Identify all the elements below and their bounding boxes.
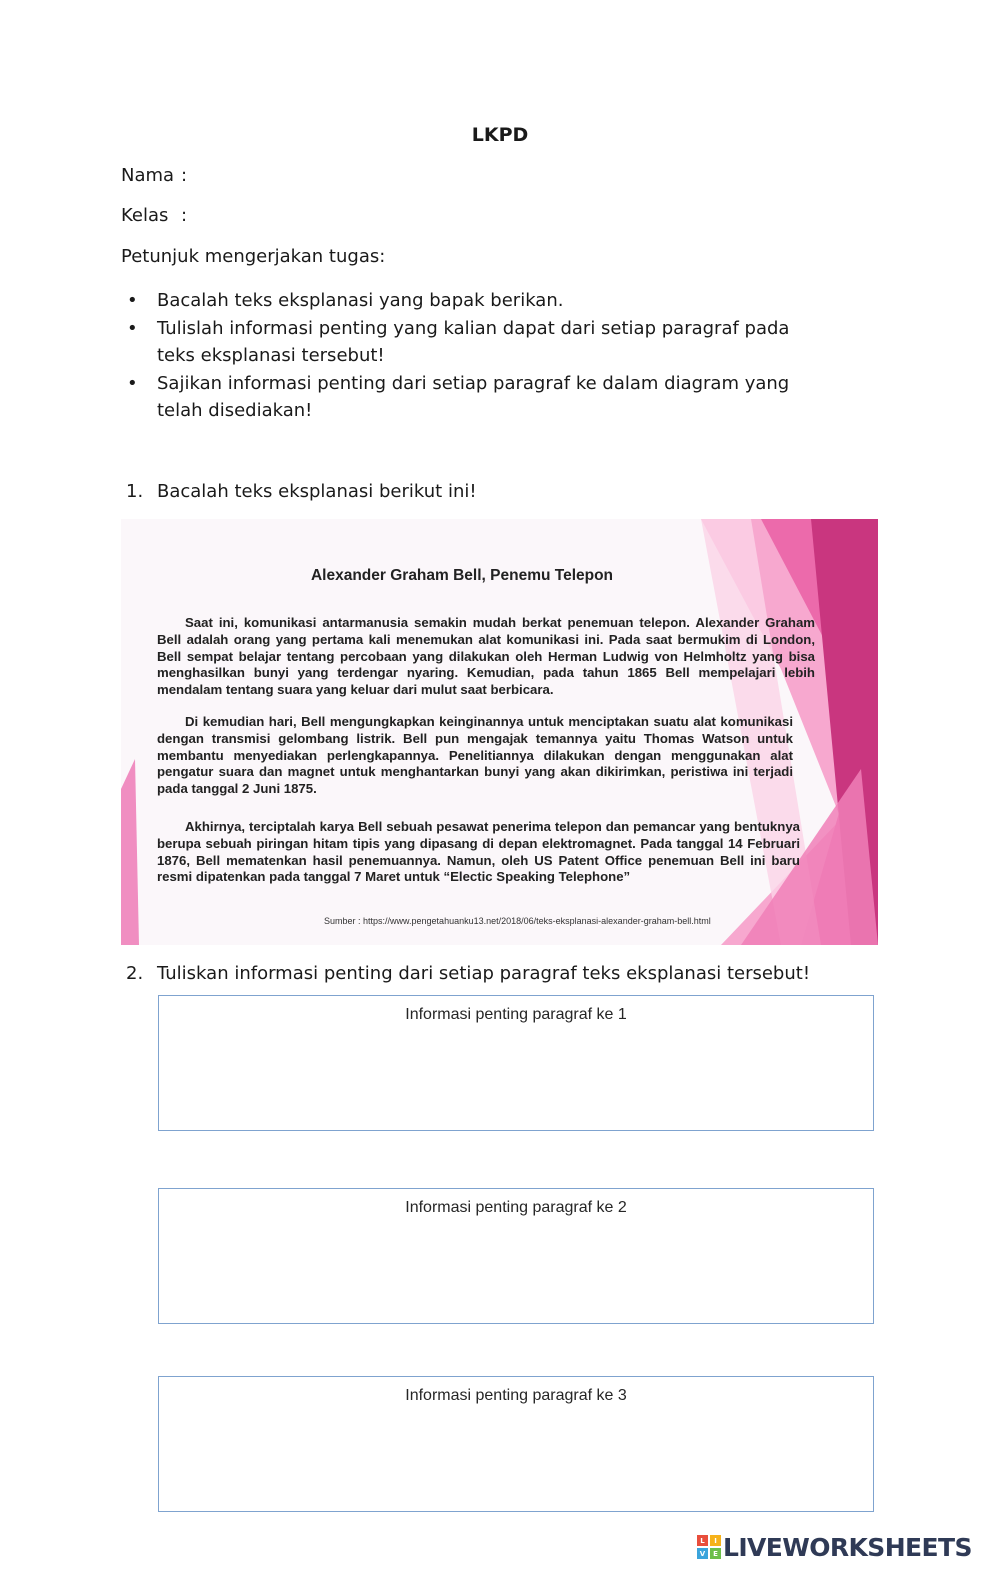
kelas-field (121, 205, 188, 226)
question-1-text: Bacalah teks eksplanasi berikut ini! (157, 481, 477, 502)
nama-label: Nama (121, 165, 175, 186)
instructions-heading: Petunjuk mengerjakan tugas: (121, 246, 386, 267)
answer-box-2[interactable] (158, 1188, 874, 1324)
answer-box-label: Informasi penting paragraf ke 1 (405, 1006, 627, 1023)
article-paragraph-3: Akhirnya, terciptalah karya Bell sebuah pesawat penerima telepon dan pemancar yang bentuknya berupa sebuah piringan hitam tipis yang dipasang di depan elektromagnet. Pada tanggal 14 Februari 1876, Bell mematenkan hasil penemuannya. Namun, oleh US Patent Office penemuan Bell ini baru resmi dipatenkan pada tanggal 7 Maret untuk “Electic Speaking Telephone” (157, 819, 800, 885)
article-paragraph-1: Saat ini, komunikasi antarmanusia semakin mudah berkat penemuan telepon. Alexander Graham Bell adalah orang yang pertama kali menemukan alat komunikasi ini. Pada saat bermukim di London, Bell sempat belajar tentang percobaan yang dilakukan oleh Herman Ludwig von Helmholtz yang bisa menghasilkan bunyi yang terdengar nyaring. Kemudian, pada tahun 1865 Bell mempelajari lebih mendalam tentang suara yang keluar dari mulut saat berbicara. (157, 615, 815, 698)
answer-box-3[interactable] (158, 1376, 874, 1512)
logo-letter: L (697, 1535, 708, 1546)
nama-colon: : (181, 165, 188, 186)
logo-letter: I (710, 1535, 721, 1546)
kelas-colon: : (181, 205, 188, 226)
kelas-label: Kelas (121, 205, 169, 226)
article-title: Alexander Graham Bell, Penemu Telepon (310, 567, 614, 584)
instruction-item: • Bacalah teks eksplanasi yang bapak berikan. (157, 287, 817, 315)
answer-box-label: Informasi penting paragraf ke 3 (405, 1387, 627, 1404)
article-paragraph-2: Di kemudian hari, Bell mengungkapkan keinginannya untuk menciptakan suatu alat komunikasi dengan transmisi gelombang listrik. Bell pun mengajak temannya yaitu Thomas Watson untuk membantu menyediakan perlengkapannya. Penelitiannya dilakukan dengan menggunakan alat pengatur suara dan magnet untuk menghantarkan bunyi yang akan dikirimkan, peristiwa ini terjadi pada tanggal 2 Juni 1875. (157, 714, 793, 797)
liveworksheets-brand[interactable] (697, 1533, 972, 1561)
nama-field (121, 165, 188, 186)
question-2-text: Tuliskan informasi penting dari setiap paragraf teks eksplanasi tersebut! (157, 963, 811, 984)
instruction-item: • Tulislah informasi penting yang kalian dapat dari setiap paragraf pada teks eksplanasi tersebut! (157, 315, 817, 370)
article-source: Sumber : https://www.pengetahuanku13.net/2018/06/teks-eksplanasi-alexander-graham-bell.html (324, 916, 711, 926)
article-image (121, 519, 878, 945)
instructions-list (157, 287, 817, 425)
question-2-number: 2. (126, 963, 144, 984)
liveworksheets-logo-icon (697, 1535, 721, 1559)
instruction-item: • Sajikan informasi penting dari setiap paragraf ke dalam diagram yang telah disediakan! (157, 370, 817, 425)
answer-box-label: Informasi penting paragraf ke 2 (405, 1199, 627, 1216)
logo-letter: V (697, 1548, 708, 1559)
answer-box-1[interactable] (158, 995, 874, 1131)
logo-letter: E (710, 1548, 721, 1559)
liveworksheets-wordmark: LIVEWORKSHEETS (723, 1532, 972, 1562)
question-1-number: 1. (126, 481, 144, 502)
worksheet-title: LKPD (471, 124, 529, 146)
